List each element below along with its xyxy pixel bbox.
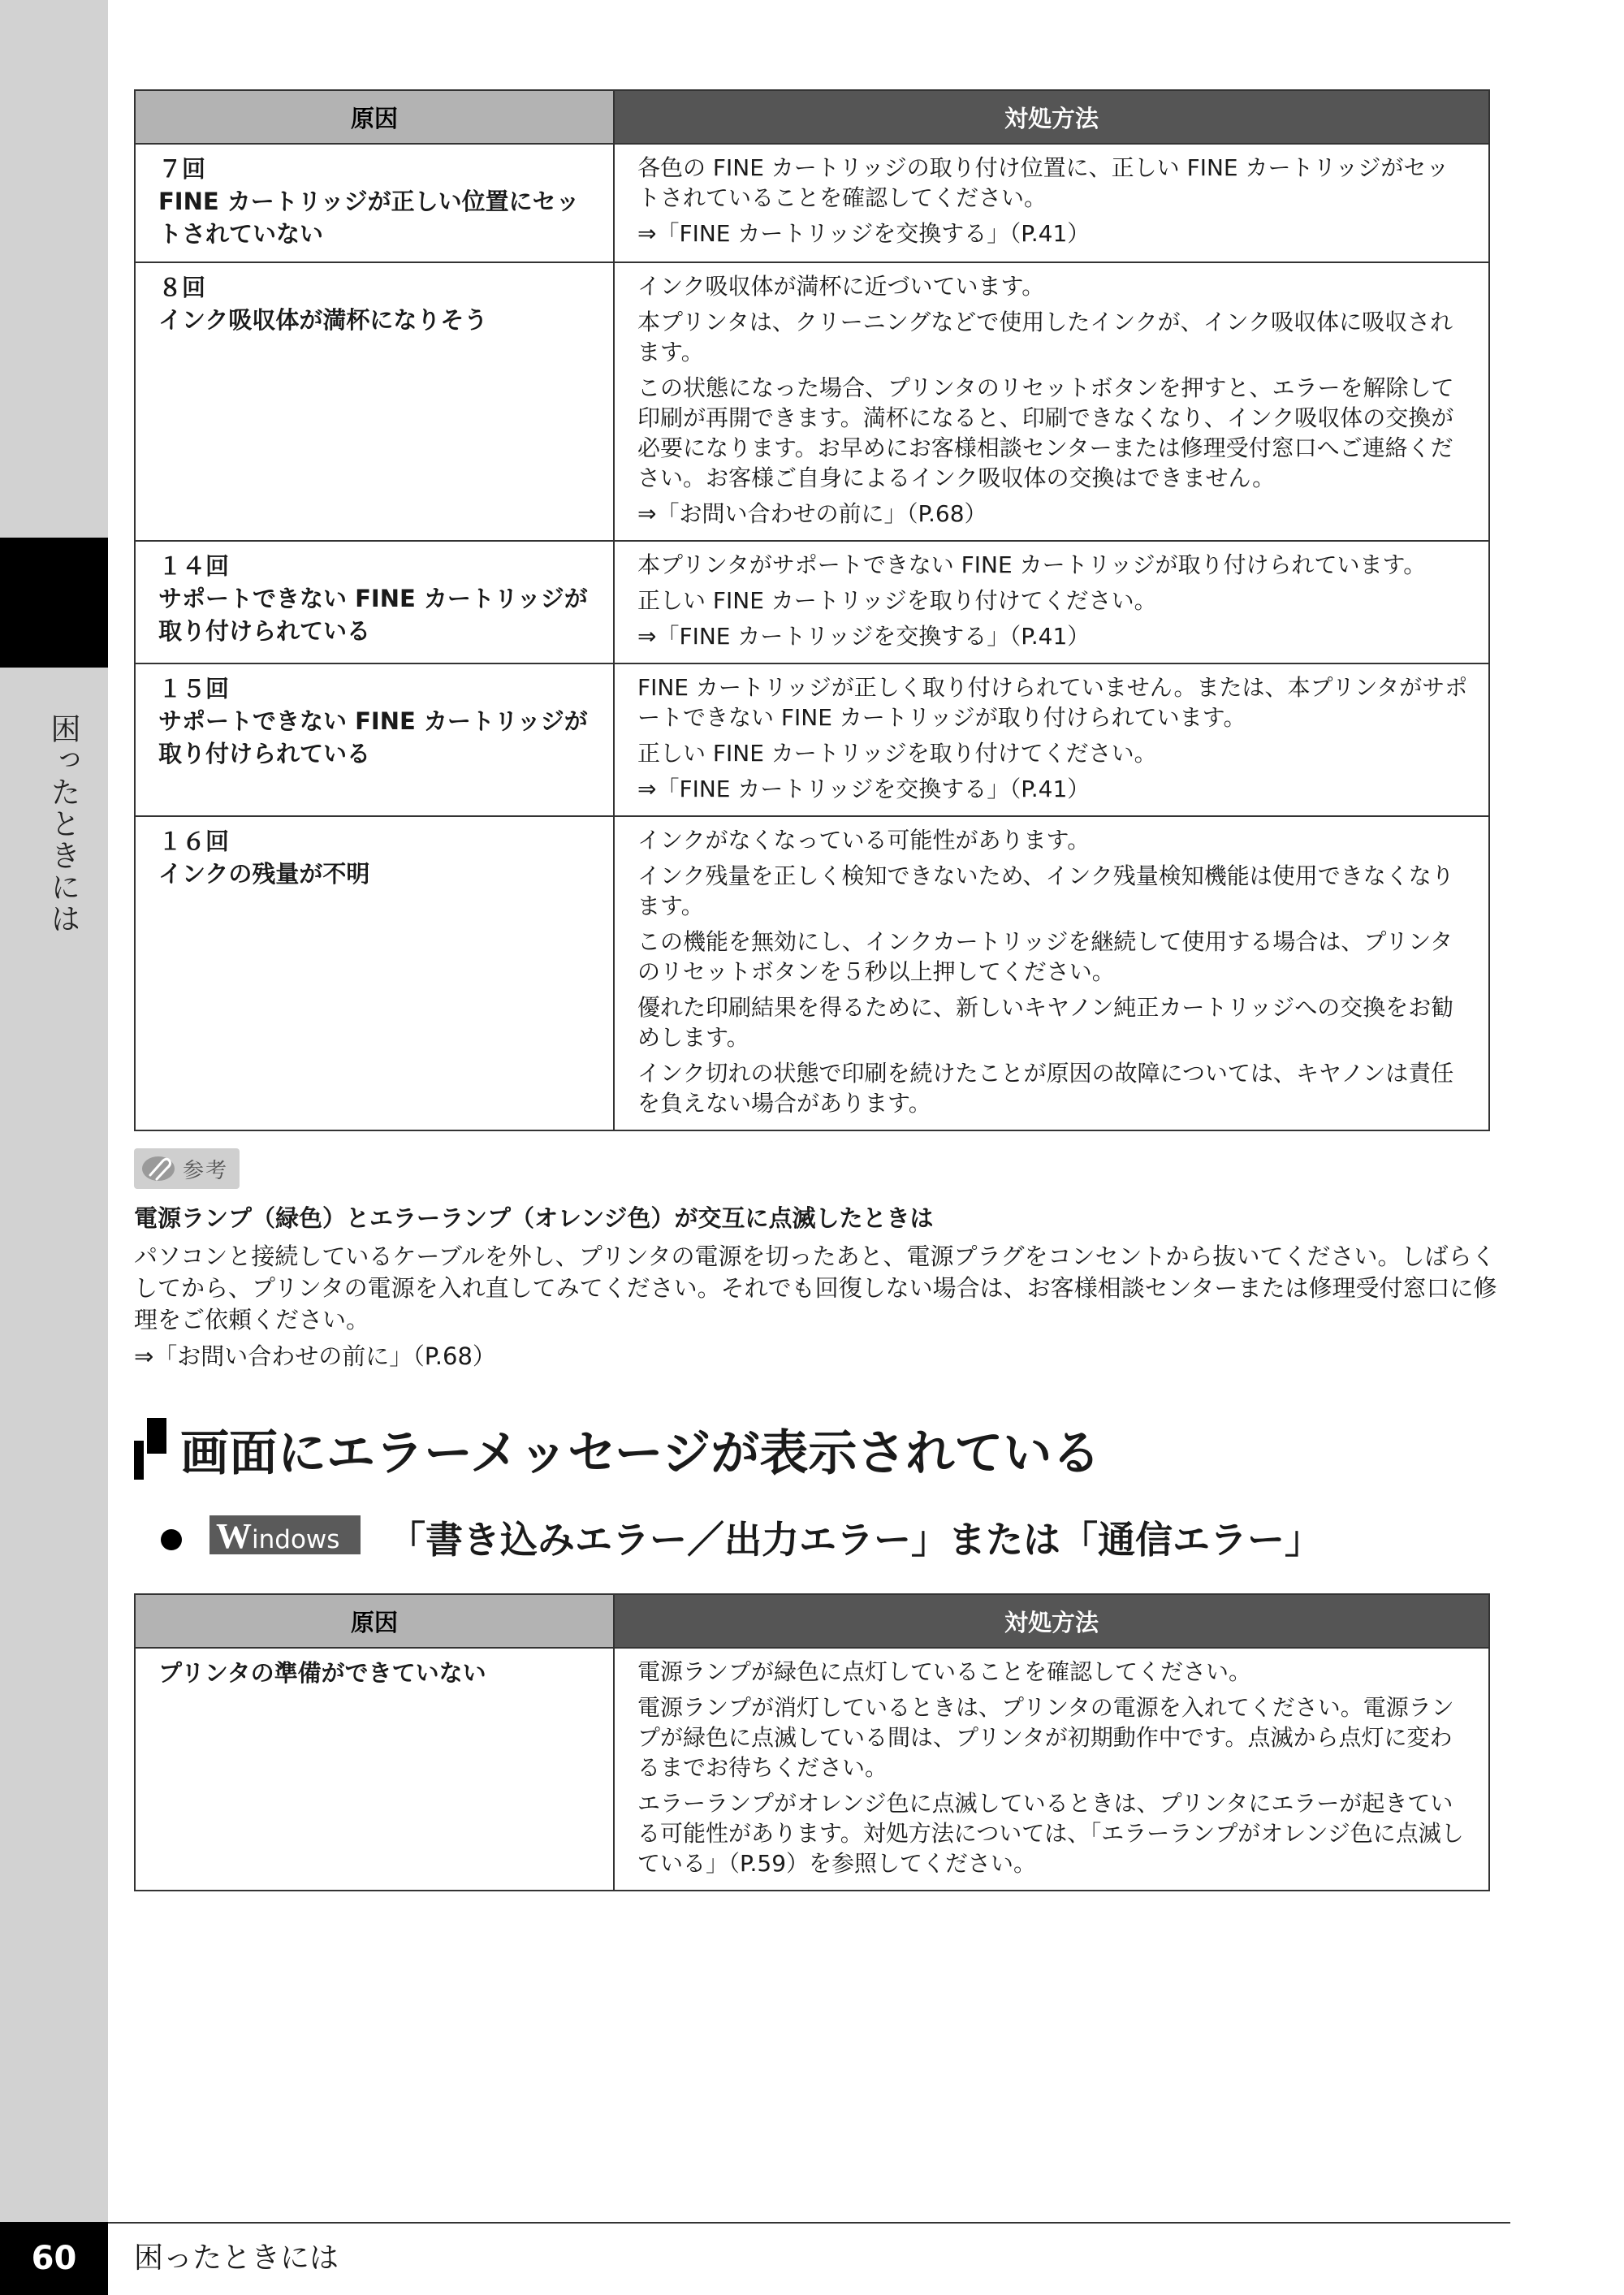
chapter-tab (0, 538, 108, 668)
blink-count: １４回 (158, 552, 230, 580)
table-row (135, 144, 1489, 262)
section-marker-icon (134, 1418, 166, 1480)
note-badge-label: 参考 (183, 1158, 229, 1183)
action-text: 正しい FINE カートリッジを取り付けてください。 (637, 740, 1157, 767)
paperclip-icon (139, 1152, 178, 1185)
table-row (135, 262, 1489, 541)
action-text: 正しい FINE カートリッジを取り付けてください。 (637, 587, 1157, 614)
action-text: 電源ランプが緑色に点灯していることを確認してください。 (637, 1658, 1252, 1685)
note-body: パソコンと接続しているケーブルを外し、プリンタの電源を切ったあと、電源プラグをコンセントから抜いてください。しばらくしてから、プリンタの電源を入れ直してみてください。それでも回復しない場合は、お客様相談センターまたは修理受付窓口に修理をご依頼ください。 (134, 1243, 1497, 1333)
action-text: FINE カートリッジが正しく取り付けられていません。または、本プリンタがサポートできない FINE カートリッジが取り付けられています。 (637, 674, 1468, 731)
cause-cell (135, 144, 614, 262)
action-cell (614, 144, 1489, 262)
blink-count: １６回 (158, 828, 230, 855)
cause-cell (135, 262, 614, 541)
windows-badge-initial: W (216, 1516, 252, 1556)
action-text: 優れた印刷結果を得るために、新しいキヤノン純正カートリッジへの交換をお勧めします。 (637, 994, 1454, 1051)
note-badge (134, 1148, 240, 1189)
action-text: インク残量を正しく検知できないため、インク残量検知機能は使用できなくなります。 (637, 862, 1454, 919)
troubleshooting-table (134, 89, 1490, 1131)
action-text: インク吸収体が満杯に近づいています。 (637, 273, 1045, 300)
cause-cell (135, 816, 614, 1130)
cause-cell (135, 1648, 614, 1891)
subsection-title: 「書き込みエラー／出力エラー」または「通信エラー」 (388, 1518, 1322, 1562)
action-text: エラーランプがオレンジ色に点滅しているときは、プリンタにエラーが起きている可能性があります。対処方法については、「エラーランプがオレンジ色に点滅している」（P.59）を参照してください。 (637, 1790, 1464, 1877)
action-cell (614, 1648, 1489, 1891)
column-header-cause: 原因 (135, 1594, 614, 1648)
footer-divider (108, 2222, 1510, 2224)
cause-title: インク吸収体が満杯になりそう (158, 306, 488, 334)
blink-count: １５回 (158, 675, 230, 702)
action-reference: ⇒「FINE カートリッジを交換する」（P.41） (637, 220, 1091, 247)
action-text: 各色の FINE カートリッジの取り付け位置に、正しい FINE カートリッジがセットされていることを確認してください。 (637, 154, 1449, 211)
blink-count: ８回 (158, 274, 206, 301)
blink-count: ７回 (158, 155, 206, 183)
action-text: 電源ランプが消灯しているときは、プリンタの電源を入れてください。電源ランプが緑色に点滅している間は、プリンタが初期動作中です。点滅から点灯に変わるまでお待ちください。 (637, 1694, 1454, 1781)
table-row (135, 541, 1489, 663)
table-row (135, 816, 1489, 1130)
action-cell (614, 262, 1489, 541)
cause-title: インクの残量が不明 (158, 860, 370, 888)
action-text: インクがなくなっている可能性があります。 (637, 827, 1091, 854)
chapter-side-label: 困ったときには (45, 713, 80, 935)
cause-title: サポートできない FINE カートリッジが取り付けられている (158, 585, 588, 645)
action-text: インク切れの状態で印刷を続けたことが原因の故障については、キヤノンは責任を負えない場合があります。 (637, 1060, 1454, 1117)
side-strip (0, 0, 108, 2295)
section-title: 画面にエラーメッセージが表示されている (180, 1425, 1101, 1482)
action-cell (614, 541, 1489, 663)
table-row (135, 663, 1489, 816)
cause-cell (135, 541, 614, 663)
footer-chapter-label: 困ったときには (134, 2241, 339, 2275)
action-reference: ⇒「お問い合わせの前に」（P.68） (637, 500, 987, 527)
column-header-cause: 原因 (135, 90, 614, 144)
table-row (135, 1648, 1489, 1891)
action-text: この状態になった場合、プリンタのリセットボタンを押すと、エラーを解除して印刷が再開できます。満杯になると、印刷できなくなり、インク吸収体の交換が必要になります。お早めにお客様相談センターまたは修理受付窓口へご連絡ください。お客様ご自身によるインク吸収体の交換はできません。 (637, 374, 1454, 491)
action-cell (614, 816, 1489, 1130)
cause-title: サポートできない FINE カートリッジが取り付けられている (158, 707, 588, 767)
column-header-action: 対処方法 (614, 1594, 1489, 1648)
cause-title: プリンタの準備ができていない (158, 1659, 486, 1687)
cause-cell (135, 663, 614, 816)
column-header-action: 対処方法 (614, 90, 1489, 144)
cause-title: FINE カートリッジが正しい位置にセットされていない (158, 188, 580, 248)
action-reference: ⇒「FINE カートリッジを交換する」（P.41） (637, 623, 1091, 650)
action-reference: ⇒「FINE カートリッジを交換する」（P.41） (637, 776, 1091, 802)
note-heading: 電源ランプ（緑色）とエラーランプ（オレンジ色）が交互に点滅したときは (134, 1204, 934, 1232)
action-text: 本プリンタは、クリーニングなどで使用したインクが、インク吸収体に吸収されます。 (637, 309, 1453, 365)
windows-badge-rest: indows (252, 1525, 340, 1554)
action-cell (614, 663, 1489, 816)
error-message-table (134, 1593, 1490, 1891)
windows-badge (209, 1515, 361, 1554)
note-reference: ⇒「お問い合わせの前に」（P.68） (134, 1342, 496, 1370)
page-number: 60 (0, 2222, 108, 2295)
bullet-icon (161, 1529, 182, 1550)
action-text: この機能を無効にし、インクカートリッジを継続して使用する場合は、プリンタのリセットボタンを５秒以上押してください。 (637, 928, 1453, 985)
action-text: 本プリンタがサポートできない FINE カートリッジが取り付けられています。 (637, 551, 1427, 578)
